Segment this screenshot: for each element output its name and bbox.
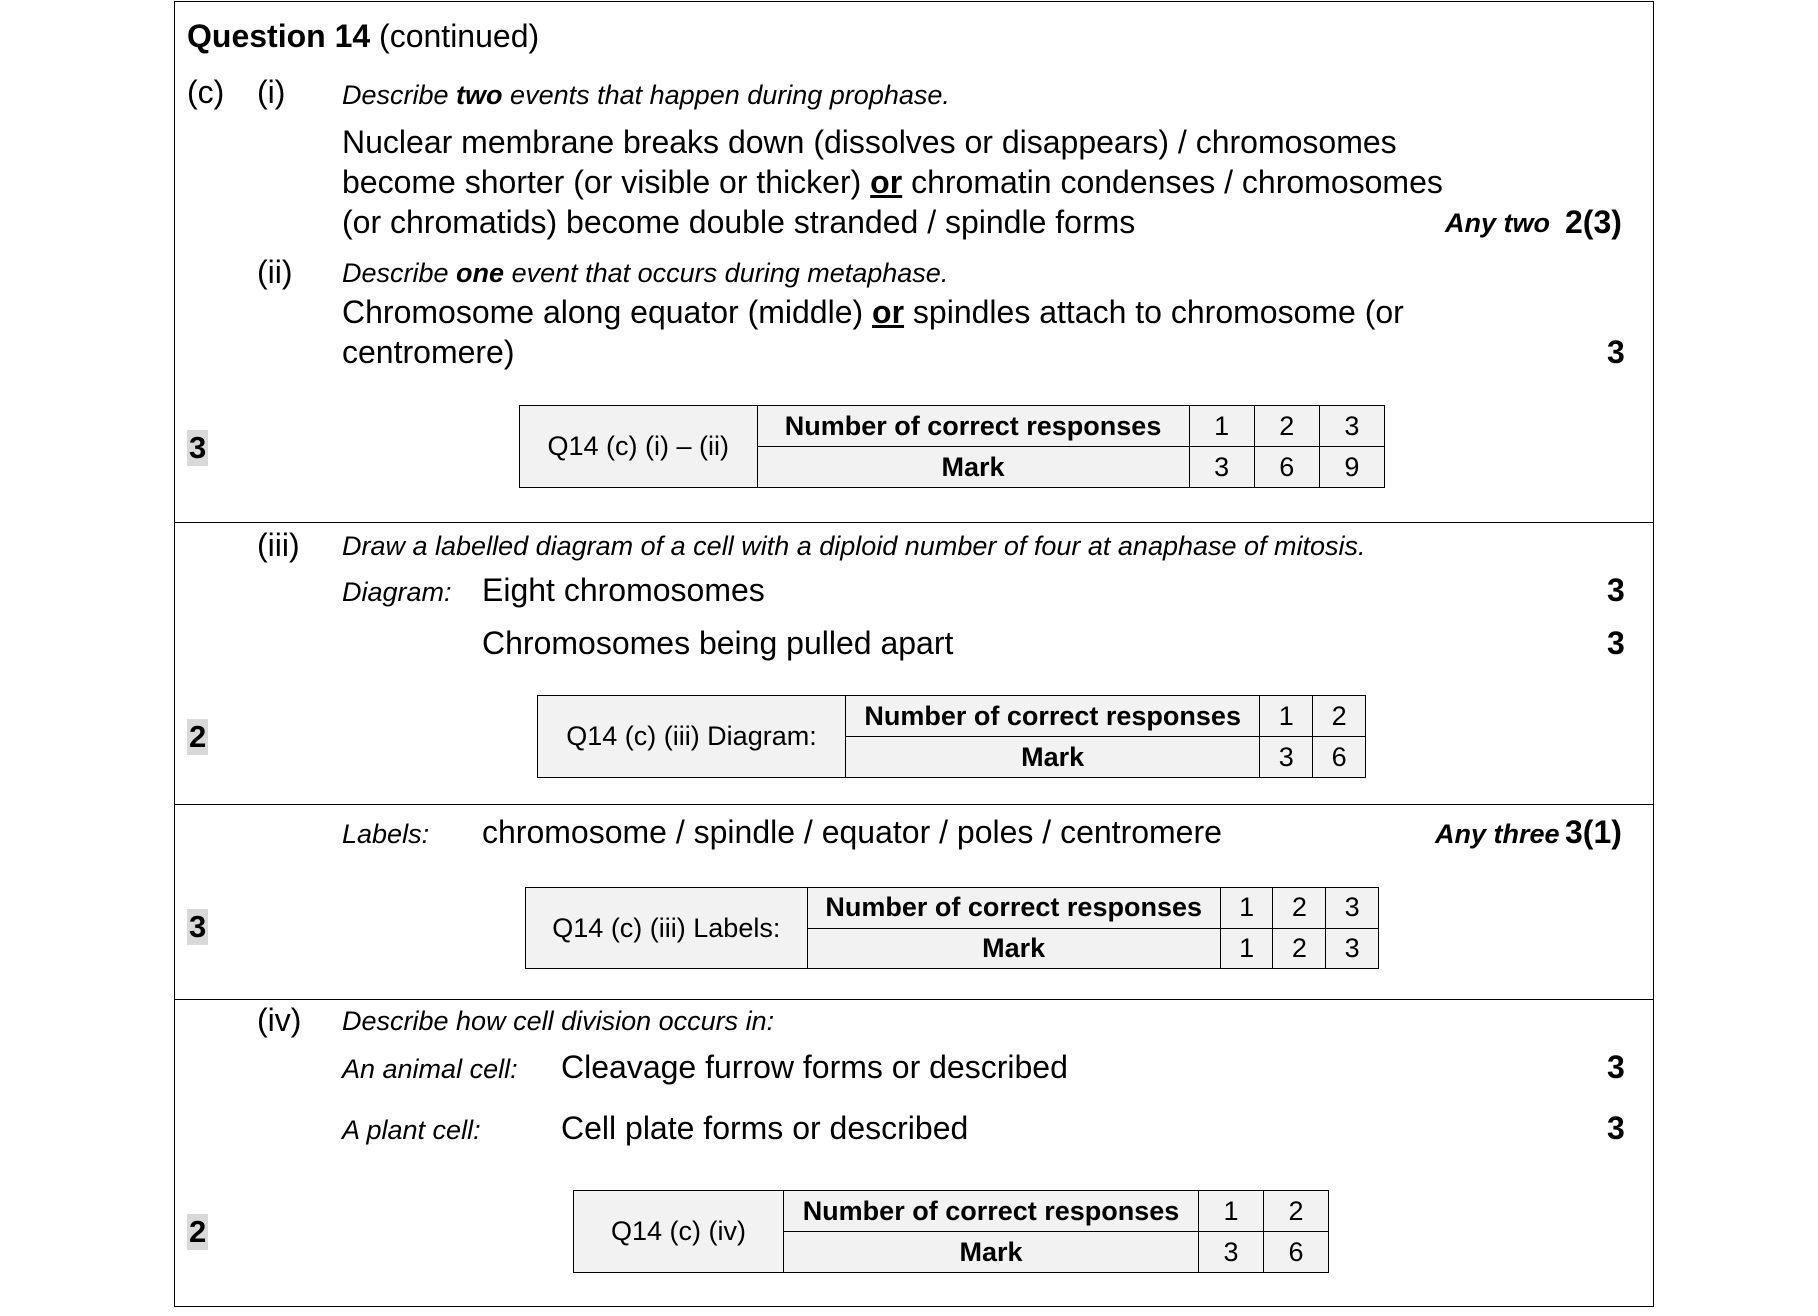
question-i: Describe two events that happen during prophase. [342, 80, 950, 110]
table-2-resp-2: 2 [1313, 696, 1366, 737]
diagram-label: Diagram: [342, 577, 452, 607]
table-2-mark-2: 6 [1313, 737, 1366, 778]
mark-i: 2(3) [1565, 204, 1622, 240]
mark-table-1 [519, 405, 1385, 488]
table-4-resp-2: 2 [1264, 1191, 1329, 1232]
section-c-iii-diagram [175, 523, 1653, 805]
table-3-mark-3: 3 [1326, 928, 1379, 969]
question-ii: Describe one event that occurs during metaphase. [342, 258, 949, 288]
table-1-head-responses: Number of correct responses [757, 406, 1189, 447]
table-4-head-responses: Number of correct responses [784, 1191, 1199, 1232]
roman-iii: (iii) [257, 527, 300, 563]
table-3-resp-2: 2 [1273, 888, 1326, 929]
animal-cell-label: An animal cell: [342, 1054, 518, 1084]
labels-mark: 3(1) [1565, 814, 1622, 850]
table-4-head-mark: Mark [784, 1232, 1199, 1273]
side-mark-4: 2 [189, 1214, 207, 1249]
table-1-head-mark: Mark [757, 447, 1189, 488]
section-c-iii-labels [175, 805, 1653, 1000]
mark-table-3 [525, 887, 1379, 969]
table-2-resp-1: 1 [1260, 696, 1313, 737]
question-iv: Describe how cell division occurs in: [342, 1006, 775, 1036]
animal-cell-answer: Cleavage furrow forms or described [561, 1049, 1068, 1085]
animal-cell-mark: 3 [1607, 1049, 1625, 1085]
side-mark-3: 3 [189, 909, 207, 944]
part-label: (c) [187, 74, 225, 110]
table-3-mark-2: 2 [1273, 928, 1326, 969]
roman-iv: (iv) [257, 1002, 302, 1038]
table-4-mark-1: 3 [1199, 1232, 1264, 1273]
roman-ii: (ii) [257, 254, 293, 290]
answer-i-line2: become shorter (or visible or thicker) or chromatin condenses / chromosomes [342, 164, 1443, 200]
diagram-point-2: Chromosomes being pulled apart [482, 625, 954, 661]
table-3-resp-3: 3 [1326, 888, 1379, 929]
section-c-i-ii [175, 2, 1653, 523]
table-1-resp-1: 1 [1189, 406, 1254, 447]
table-1-resp-2: 2 [1254, 406, 1319, 447]
table-4-mark-2: 6 [1264, 1232, 1329, 1273]
mark-table-4 [573, 1190, 1329, 1273]
answer-ii-line2: centromere) [342, 334, 515, 370]
table-1-resp-3: 3 [1319, 406, 1384, 447]
side-mark-1: 3 [189, 430, 207, 465]
diagram-point-1: Eight chromosomes [482, 572, 765, 608]
table-3-resp-1: 1 [1220, 888, 1273, 929]
table-1-mark-3: 9 [1319, 447, 1384, 488]
mark-table-2 [537, 695, 1366, 778]
answer-i-line3: (or chromatids) become double stranded / spindle forms [342, 204, 1136, 240]
labels-answer: chromosome / spindle / equator / poles / centromere [482, 814, 1222, 850]
roman-i: (i) [257, 74, 286, 110]
diagram-point-1-mark: 3 [1607, 572, 1625, 608]
table-3-mark-1: 1 [1220, 928, 1273, 969]
answer-ii-line1: Chromosome along equator (middle) or spindles attach to chromosome (or [342, 294, 1404, 330]
question-title: Question 14 (continued) [187, 18, 540, 54]
table-2-mark-1: 3 [1260, 737, 1313, 778]
any-three-note: Any three [1435, 819, 1560, 849]
mark-ii: 3 [1607, 334, 1625, 370]
table-2-head-responses: Number of correct responses [845, 696, 1259, 737]
labels-label: Labels: [342, 819, 430, 849]
table-3-name: Q14 (c) (iii) Labels: [526, 888, 808, 969]
table-4-resp-1: 1 [1199, 1191, 1264, 1232]
plant-cell-mark: 3 [1607, 1110, 1625, 1146]
table-1-mark-1: 3 [1189, 447, 1254, 488]
section-c-iv [175, 1000, 1653, 1306]
any-two-note: Any two [1445, 208, 1550, 238]
diagram-point-2-mark: 3 [1607, 625, 1625, 661]
table-1-mark-2: 6 [1254, 447, 1319, 488]
table-3-head-responses: Number of correct responses [807, 888, 1220, 929]
marking-scheme-page [174, 1, 1654, 1307]
plant-cell-answer: Cell plate forms or described [561, 1110, 969, 1146]
table-1-name: Q14 (c) (i) – (ii) [520, 406, 758, 488]
table-4-name: Q14 (c) (iv) [574, 1191, 784, 1273]
question-iii: Draw a labelled diagram of a cell with a diploid number of four at anaphase of mitosis. [342, 531, 1366, 561]
table-2-head-mark: Mark [845, 737, 1259, 778]
table-3-head-mark: Mark [807, 928, 1220, 969]
plant-cell-label: A plant cell: [342, 1115, 481, 1145]
answer-i-line1: Nuclear membrane breaks down (dissolves or disappears) / chromosomes [342, 124, 1397, 160]
side-mark-2: 2 [189, 719, 207, 754]
table-2-name: Q14 (c) (iii) Diagram: [538, 696, 846, 778]
